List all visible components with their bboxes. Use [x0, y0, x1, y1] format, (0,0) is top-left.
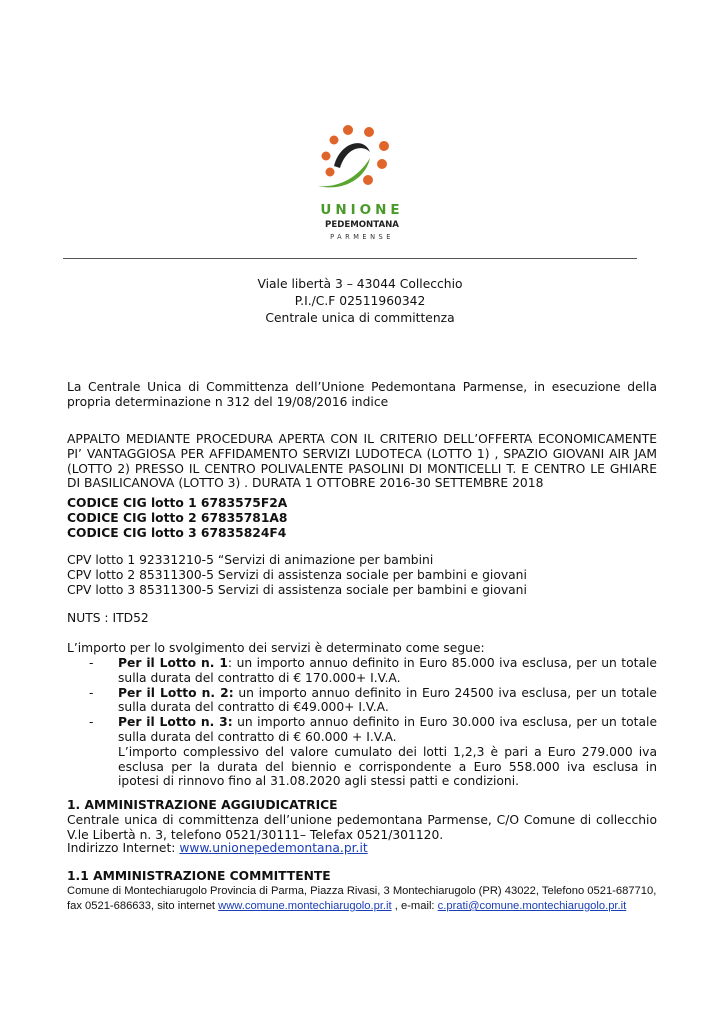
bullet-dash: -: [89, 715, 94, 730]
list-item: [67, 715, 657, 745]
email-link[interactable]: c.prati@comune.montechiarugolo.pr.it: [437, 900, 627, 912]
logo-text-unione: UNIONE: [320, 202, 404, 218]
internet-label: Indirizzo Internet:: [67, 841, 180, 855]
logo-text-pedemontana: PEDEMONTANA: [325, 220, 399, 230]
header-divider: [63, 258, 637, 259]
list-item: [67, 656, 657, 686]
amounts-list: [67, 656, 657, 789]
lot-2-label: Per il Lotto n. 2:: [118, 685, 234, 700]
cig-lot-2: CODICE CIG lotto 2 67835781A8: [67, 510, 288, 525]
tender-paragraph: APPALTO MEDIANTE PROCEDURA APERTA CON IL CRITERIO DELL’OFFERTA ECONOMICAMENTE PI’ VANTAGGIOSA PER AFFIDAMENTO SERVIZI LUDOTECA (LOTTO 1) , SPAZIO GIOVANI AIR JAM (LOTTO 2) PRESSO IL CENTRO POLIVALENTE PASOLINI DI MONTICELLI T. E CENTRO LE GHIARE DI BASILICANOVA (LOTTO 3) . DURATA 1 OTTOBRE 2016-30 SETTEMBRE 2018: [67, 432, 657, 491]
section-1-title: 1. AMMINISTRAZIONE AGGIUDICATRICE: [67, 798, 338, 812]
section-1-internet: [67, 841, 657, 856]
lot-1-text: : un importo annuo definito in Euro 85.000 iva esclusa, per un totale sulla durata del contratto di € 170.000+ I.V.A.: [118, 656, 657, 685]
lot-1-label: Per il Lotto n. 1: [118, 656, 228, 670]
cpv-lot-3: CPV lotto 3 85311300-5 Servizi di assistenza sociale per bambini e giovani: [67, 582, 527, 597]
vat-line: P.I./C.F 02511960342: [294, 294, 426, 308]
amounts-total: L’importo complessivo del valore cumulato dei lotti 1,2,3 è pari a Euro 279.000 iva esclusa per la durata del biennio e corrispondente a Euro 558.000 iva esclusa in ipotesi di rinnovo fino al 31.08.2020 agli stessi patti e condizioni.: [118, 744, 657, 789]
cpv-lot-2: CPV lotto 2 85311300-5 Servizi di assistenza sociale per bambini e giovani: [67, 567, 527, 582]
logo-text-parmense: PARMENSE: [330, 233, 394, 241]
section-1-1-body: [67, 884, 657, 914]
lot-3-label: Per il Lotto n. 3:: [118, 715, 233, 730]
amounts-intro: L’importo per lo svolgimento dei servizi è determinato come segue:: [67, 641, 485, 655]
email-label: , e-mail:: [391, 900, 438, 912]
nuts-code: NUTS : ITD52: [67, 611, 149, 625]
union-website-link[interactable]: www.unionepedemontana.pr.it: [179, 841, 368, 855]
cig-lot-1: CODICE CIG lotto 1 6783575F2A: [67, 496, 288, 510]
address-line: Viale libertà 3 – 43044 Collecchio: [257, 277, 463, 291]
section-1-1-title: 1.1 AMMINISTRAZIONE COMMITTENTE: [67, 869, 331, 883]
bullet-dash: -: [89, 685, 94, 700]
cig-lot-3: CODICE CIG lotto 3 67835824F4: [67, 525, 287, 540]
cig-codes: [67, 496, 657, 540]
cpv-codes: [67, 553, 657, 597]
role-line: Centrale unica di committenza: [265, 311, 455, 325]
cpv-lot-1: CPV lotto 1 92331210-5 “Servizi di animazione per bambini: [67, 553, 434, 567]
section-1-body: Centrale unica di committenza dell’unione pedemontana Parmense, C/O Comune di collecchio V.le Libertà n. 3, telefono 0521/30111– Telefax 0521/301120.: [67, 813, 657, 842]
lot-2-text: un importo annuo definito in Euro 24500 iva esclusa, per un totale sulla durata del contratto di €49.000+ I.V.A.: [118, 685, 657, 715]
union-logo: [292, 118, 432, 248]
lot-3-text: un importo annuo definito in Euro 30.000 iva esclusa, per un totale sulla durata del contratto di € 60.000 + I.V.A.: [118, 715, 658, 744]
logo-mark-icon: [304, 118, 420, 202]
intro-paragraph: La Centrale Unica di Committenza dell’Unione Pedemontana Parmense, in esecuzione della propria determinazione n 312 del 19/08/2016 indice: [67, 380, 657, 409]
header-address-block: [150, 276, 570, 327]
municipality-website-link[interactable]: www.comune.montechiarugolo.pr.it: [218, 900, 392, 912]
committente-text: Comune di Montechiarugolo Provincia di Parma, Piazza Rivasi, 3 Montechiarugolo (PR) 43022, Telefono 0521-687710, fax 0521-686633, sito internet: [67, 885, 657, 912]
bullet-dash: -: [89, 656, 94, 670]
list-item: [67, 745, 657, 789]
list-item: [67, 686, 657, 716]
